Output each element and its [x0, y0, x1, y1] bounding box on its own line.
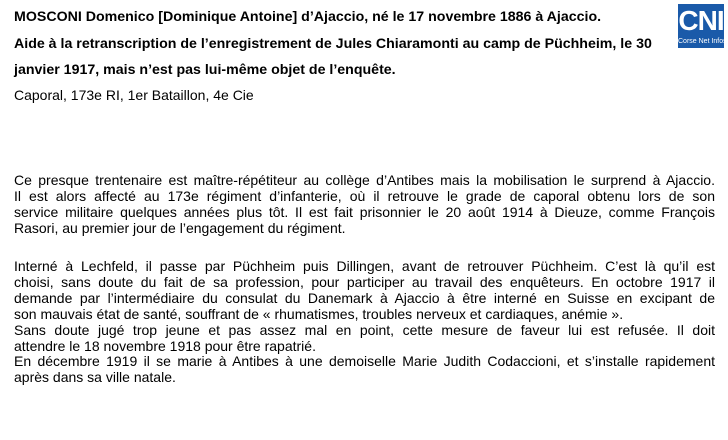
paragraph-2	[14, 259, 715, 386]
paragraph-line: Interné à Lechfeld, il passe par Püchheim puis Dillingen, avant de retrouver Püchheim. C’est là qu’il est	[14, 258, 715, 274]
logo-subtitle: Corse Net Infos	[678, 38, 727, 45]
paragraph-line: Rasori, au premier jour de l’engagement du régiment.	[14, 219, 346, 236]
header-name-line: MOSCONI Domenico [Dominique Antoine] d’Ajaccio, né le 17 novembre 1886 à Ajaccio.	[14, 9, 602, 25]
paragraph-line: son mauvais état de santé, souffrant de « rhumatismes, troubles nerveux et cardiaques, anémie ».	[14, 305, 624, 322]
paragraph-line: En décembre 1919 il se marie à Antibes à une demoiselle Marie Judith Codaccioni, et s’installe rapidement	[14, 353, 715, 370]
header-context-line: Aide à la retranscription de l’enregistrement de Jules Chiaramonti au camp de Püchheim, le 30	[14, 36, 652, 52]
paragraph-line: demande par l’intermédiaire du consulat du Danemark à Ajaccio à être interné en Suisse en excipant de	[14, 289, 715, 306]
paragraph-line: Sans doute jugé trop jeune et pas assez mal en point, cette mesure de faveur lui est refusée. Il doit	[14, 321, 715, 338]
rank-line: Caporal, 173e RI, 1er Bataillon, 4e Cie	[14, 87, 254, 103]
paragraph-line: service militaire quelques années plus tôt. Il est fait prisonnier le 20 août 1914 à Dieuze, comme François	[14, 203, 715, 220]
header-context-line-2: janvier 1917, mais n’est pas lui-même objet de l’enquête.	[14, 62, 396, 78]
paragraph-1	[14, 173, 715, 237]
cni-logo	[678, 4, 727, 48]
paragraph-line: Il est alors affecté au 173e régiment d’infanterie, où il retrouve le grade de caporal obtenu lors de son	[14, 187, 715, 204]
paragraph-line: choisi, sans doute du fait de sa profession, pour participer au travail des enquêteurs. En octobre 1917 il	[14, 273, 715, 290]
paragraph-line: après dans sa ville natale.	[14, 369, 176, 386]
paragraph-line: Ce presque trentenaire est maître-répétiteur au collège d’Antibes mais la mobilisation le surprend à Ajaccio.	[14, 172, 715, 188]
paragraph-line: attendre le 18 novembre 1918 pour être rapatrié.	[14, 337, 316, 354]
logo-text: CNI	[678, 5, 724, 36]
